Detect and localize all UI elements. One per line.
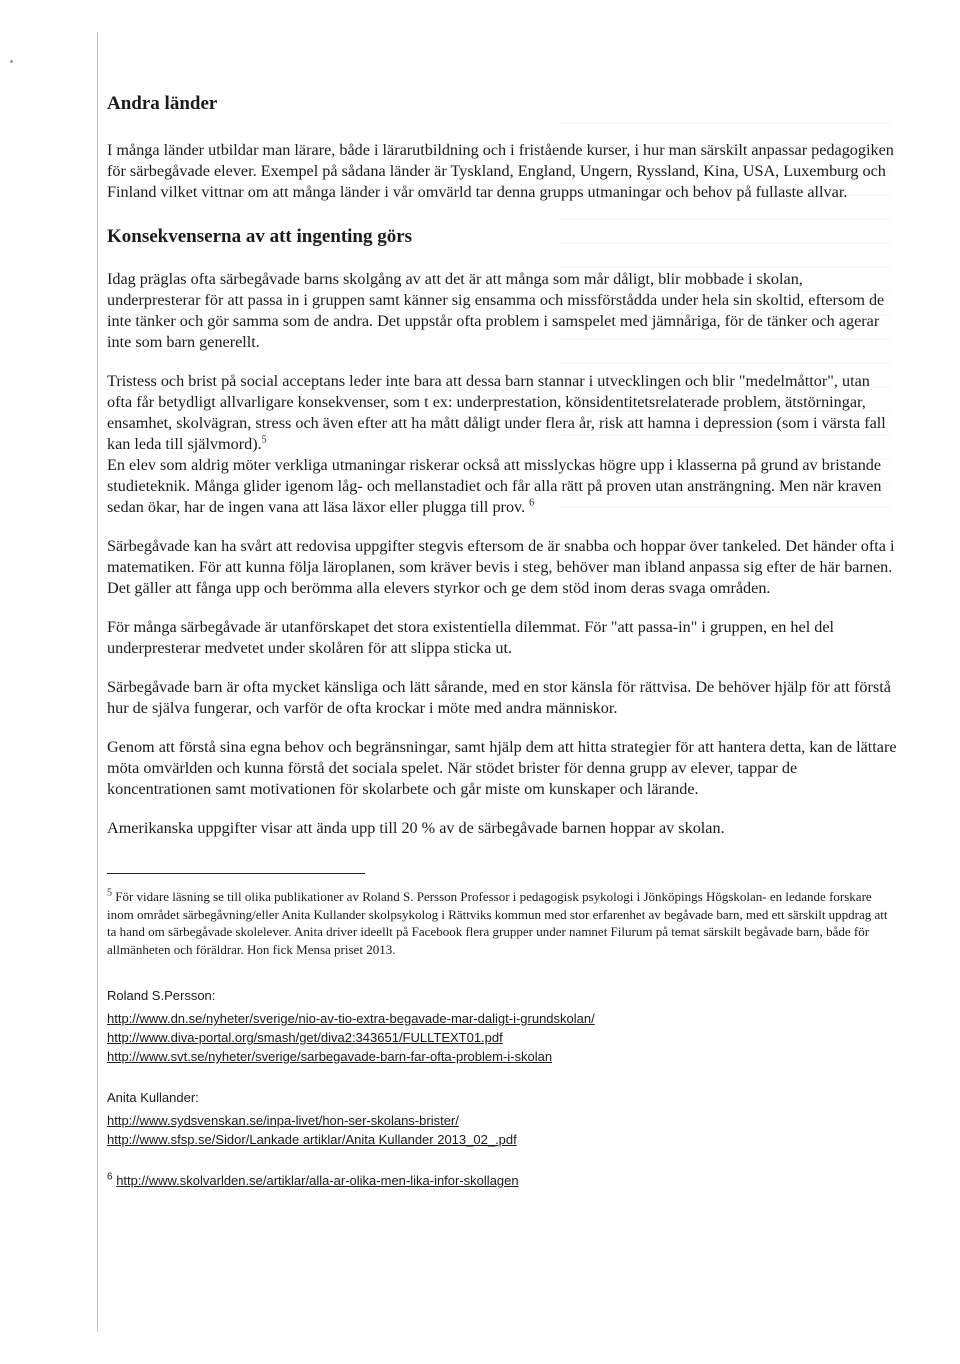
- reference-link[interactable]: http://www.sfsp.se/Sidor/Lankade artiklar/Anita Kullander 2013_02_.pdf: [107, 1132, 517, 1147]
- footnote-6: [107, 1171, 897, 1190]
- paragraph-consequences-1: Idag präglas ofta särbegåvade barns skolgång av att det är att många som mår dåligt, blir mobbade i skolan, underpresterar för att passa in i gruppen samt känner sig ensamma och missförstådda under hela sin skoltid, eftersom de inte tänker och gör samma som de andra. Det uppstår ofta problem i samspelet med jämnåriga, för de tänker och agerar inte som barn generellt.: [107, 270, 885, 351]
- reference-author-persson: Roland S.Persson:: [107, 988, 216, 1003]
- footnote-5: [107, 888, 892, 958]
- scan-margin-line: [97, 32, 98, 1332]
- reference-author-kullander: Anita Kullander:: [107, 1090, 199, 1105]
- heading-other-countries: Andra länder: [107, 93, 218, 114]
- document-body: [107, 92, 897, 1190]
- paragraph-consequences-3: [107, 455, 897, 518]
- reference-link[interactable]: http://www.sydsvenskan.se/inpa-livet/hon-ser-skolans-brister/: [107, 1113, 459, 1128]
- paragraph-consequences-2: [107, 371, 897, 455]
- scan-speck: [10, 60, 13, 63]
- footnote-mark-6: 6: [107, 1171, 113, 1183]
- footnote-mark-5: 5: [107, 887, 112, 899]
- reference-link[interactable]: http://www.svt.se/nyheter/sverige/sarbegavade-barn-far-ofta-problem-i-skolan: [107, 1049, 553, 1064]
- reference-link[interactable]: http://www.dn.se/nyheter/sverige/nio-av-tio-extra-begavade-mar-daligt-i-grundskolan/: [107, 1011, 595, 1026]
- reference-link[interactable]: http://www.diva-portal.org/smash/get/diva2:343651/FULLTEXT01.pdf: [107, 1030, 503, 1045]
- footnote-ref-6[interactable]: 6: [529, 497, 535, 509]
- footnote-separator: [107, 873, 365, 874]
- paragraph-text: Tristess och brist på social acceptans leder inte bara att dessa barn stannar i utvecklingen och blir "medelmåttor", utan ofta får betydligt allvarligare konsekvenser, som t ex: underprestation, könsidentitetsrelaterade problem, ätstörningar, ensamhet, skolvägran, stress och även efter att ha mått dåligt under flera år, risk att hamna i depression (som i värsta fall kan leda till självmord).: [107, 372, 886, 453]
- heading-consequences: Konsekvenserna av att ingenting görs: [107, 226, 413, 247]
- references-persson: [107, 986, 897, 1066]
- paragraph-consequences-5: För många särbegåvade är utanförskapet det stora existentiella dilemmat. För "att passa-in" i gruppen, en hel del underpresterar medvetet under skolåren för att slippa sticka ut.: [107, 618, 835, 657]
- footnote-5-text: För vidare läsning se till olika publikationer av Roland S. Persson Professor i pedagogisk psykologi i Jönköpings Högskolan- en ledande forskare inom området särbegåvning/eller Anita Kullander skolpsykolog i Rättviks kommun med stor erfarenhet av begåvade barn, med ett särskilt uppdrag att ta hand om särbegåvade skolelever. Anita driver ideellt på Facebook flera grupper under namnet Filurum på temat särskilt begåvade barn, både för allmänheten och föräldrar. Hon fick Mensa priset 2013.: [107, 889, 888, 957]
- references-kullander: [107, 1088, 897, 1149]
- paragraph-consequences-8: Amerikanska uppgifter visar att ända upp till 20 % av de särbegåvade barnen hoppar av skolan.: [107, 819, 725, 837]
- paragraph-other-countries: I många länder utbildar man lärare, både i lärarutbildning och i fristående kurser, i hur man särskilt anpassar pedagogiken för särbegåvade elever. Exempel på sådana länder är Tyskland, England, Ungern, Ryssland, Kina, USA, Luxemburg och Finland vilket vittnar om att många länder i vår omvärld tar denna grupps utmaningar och behov på fullaste allvar.: [107, 141, 894, 201]
- footnote-6-link[interactable]: http://www.skolvarlden.se/artiklar/alla-ar-olika-men-lika-infor-skollagen: [116, 1173, 519, 1188]
- footnote-ref-5[interactable]: 5: [261, 434, 267, 446]
- paragraph-consequences-4: Särbegåvade kan ha svårt att redovisa uppgifter stegvis eftersom de är snabba och hoppar över tankeled. Det händer ofta i matematiken. För att kunna följa läroplanen, som kräver bevis i steg, behöver man ibland anpassa sig efter de här barnen. Det gäller att fånga upp och berömma alla elevers styrkor och ge dem stöd inom deras svaga områden.: [107, 537, 895, 597]
- paragraph-consequences-6: Särbegåvade barn är ofta mycket känsliga och lätt sårande, med en stor känsla för rättvisa. De behöver hjälp för att förstå hur de själva fungerar, och varför de ofta krockar i möte med andra människor.: [107, 678, 891, 717]
- paragraph-text: En elev som aldrig möter verkliga utmaningar riskerar också att misslyckas högre upp i klasserna på grund av bristande studieteknik. Många glider igenom låg- och mellanstadiet och får alla rätt på proven utan ansträngning. Men när kraven sedan ökar, har de ingen vana att läsa läxor eller plugga till prov.: [107, 456, 882, 516]
- paragraph-consequences-7: Genom att förstå sina egna behov och begränsningar, samt hjälp dem att hitta strategier för att hantera detta, kan de lättare möta omvärlden och kunna förstå det sociala spelet. När stödet brister för denna grupp av elever, tappar de koncentrationen samt motivationen för skolarbete och går miste om kunskaper och lärande.: [107, 738, 897, 798]
